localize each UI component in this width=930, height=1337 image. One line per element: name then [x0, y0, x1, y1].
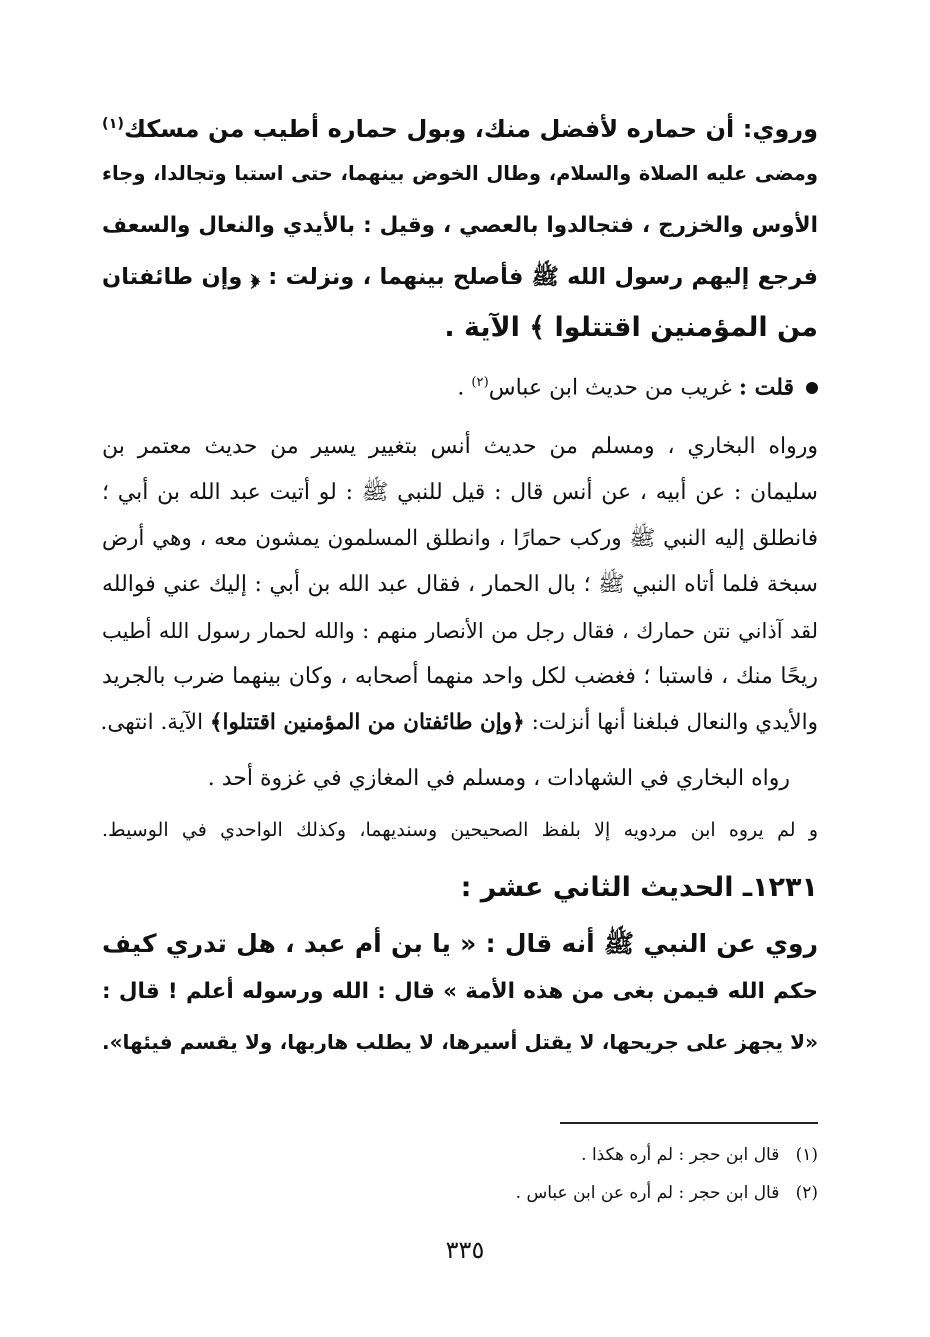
- footnote-1: [102, 1142, 818, 1168]
- hadith-line-1: روي عن النبي ﷺ أنه قال : « يا بن أم عبد ، هل تدري كيف: [102, 929, 818, 958]
- bukhari-line-4: سبخة فلما أتاه النبي ﷺ ؛ بال الحمار ، فقال عبد الله بن أبي : إليك عني فوالله: [102, 572, 818, 597]
- footnote-2-text: قال ابن حجر : لم أره عن ابن عباس .: [515, 1183, 780, 1203]
- footnote-ref-1: (١): [102, 116, 124, 132]
- intro-line-2: ومضى عليه الصلاة والسلام، وطال الخوض بينهما، حتى استبا وتجالدا، وجاء: [102, 162, 818, 185]
- bukhari-line-7-prefix: والأيدي والنعال فبلغنا أنها أنزلت:: [524, 710, 818, 735]
- note-label: قلت :: [738, 374, 794, 401]
- intro-line-3: الأوس والخزرج ، فتجالدوا بالعصي ، وقيل : بالأيدي والنعال والسعف: [102, 213, 818, 238]
- footnote-divider: [560, 1122, 818, 1124]
- bukhari-line-6: ريحًا منك ، فاستبا ؛ فغضب لكل واحد منهما أصحابه ، وكان بينهما ضرب بالجريد: [102, 664, 818, 689]
- hadith-line-3: «لا يجهز على جريحها، لا يقتل أسيرها، لا يطلب هاربها، ولا يقسم فيئها».: [102, 1030, 818, 1054]
- note-end: .: [457, 375, 472, 401]
- quran-quote: ﴿وإن طائفتان من المؤمنين اقتتلوا﴾: [209, 710, 525, 735]
- intro-line-4: فرجع إليهم رسول الله ﷺ فأصلح بينهما ، ونزلت : ﴿ وإن طائفتان: [102, 264, 818, 290]
- footnote-2: [102, 1180, 818, 1206]
- bukhari-line-7-suffix: الآية. انتهى.: [100, 710, 210, 735]
- intro-line-1-text: وروي: أن حماره لأفضل منك، وبول حماره أطيب من مسكك: [123, 115, 818, 143]
- bukhari-line-3: فانطلق إليه النبي ﷺ وركب حمارًا ، وانطلق المسلمون يمشون معه ، وهي أرض: [102, 526, 818, 551]
- bukhari-line-2: سليمان : عن أبيه ، عن أنس قال : قيل للنبي ﷺ : لو أتيت عبد الله بن أبي ؛: [102, 480, 818, 505]
- intro-line-1: [102, 104, 818, 149]
- source-note: رواه البخاري في الشهادات ، ومسلم في المغازي في غزوة أحد .: [207, 766, 790, 791]
- hadith-line-2: حكم الله فيمن بغى من هذه الأمة » قال : الله ورسوله أعلم ! قال :: [102, 979, 818, 1004]
- note-text: غريب من حديث ابن عباس: [488, 375, 732, 401]
- footnote-1-text: قال ابن حجر : لم أره هكذا .: [581, 1145, 780, 1165]
- bukhari-line-7: [102, 706, 818, 740]
- bullet-icon: [806, 382, 818, 394]
- bukhari-line-1: ورواه البخاري ، ومسلم من حديث أنس بتغيير يسير من حديث معتمر بن: [102, 434, 818, 459]
- footnote-1-mark: (١): [795, 1145, 818, 1165]
- footnote-2-mark: (٢): [795, 1183, 818, 1203]
- intro-line-5: من المؤمنين اقتتلوا ﴾ الآية .: [444, 312, 818, 343]
- hadith-heading: ١٢٣١ـ الحديث الثاني عشر :: [460, 872, 818, 903]
- note-line: [102, 366, 818, 405]
- footnote-ref-2: (٢): [471, 375, 489, 390]
- bukhari-line-5: لقد آذاني نتن حمارك ، فقال رجل من الأنصار منهم : والله لحمار رسول الله أطيب: [102, 619, 818, 643]
- page-number: ٣٣٥: [445, 1236, 485, 1264]
- mardawayh-note: و لم يروه ابن مردويه إلا بلفظ الصحيحين وسنديهما، وكذلك الواحدي في الوسيط.: [102, 819, 818, 841]
